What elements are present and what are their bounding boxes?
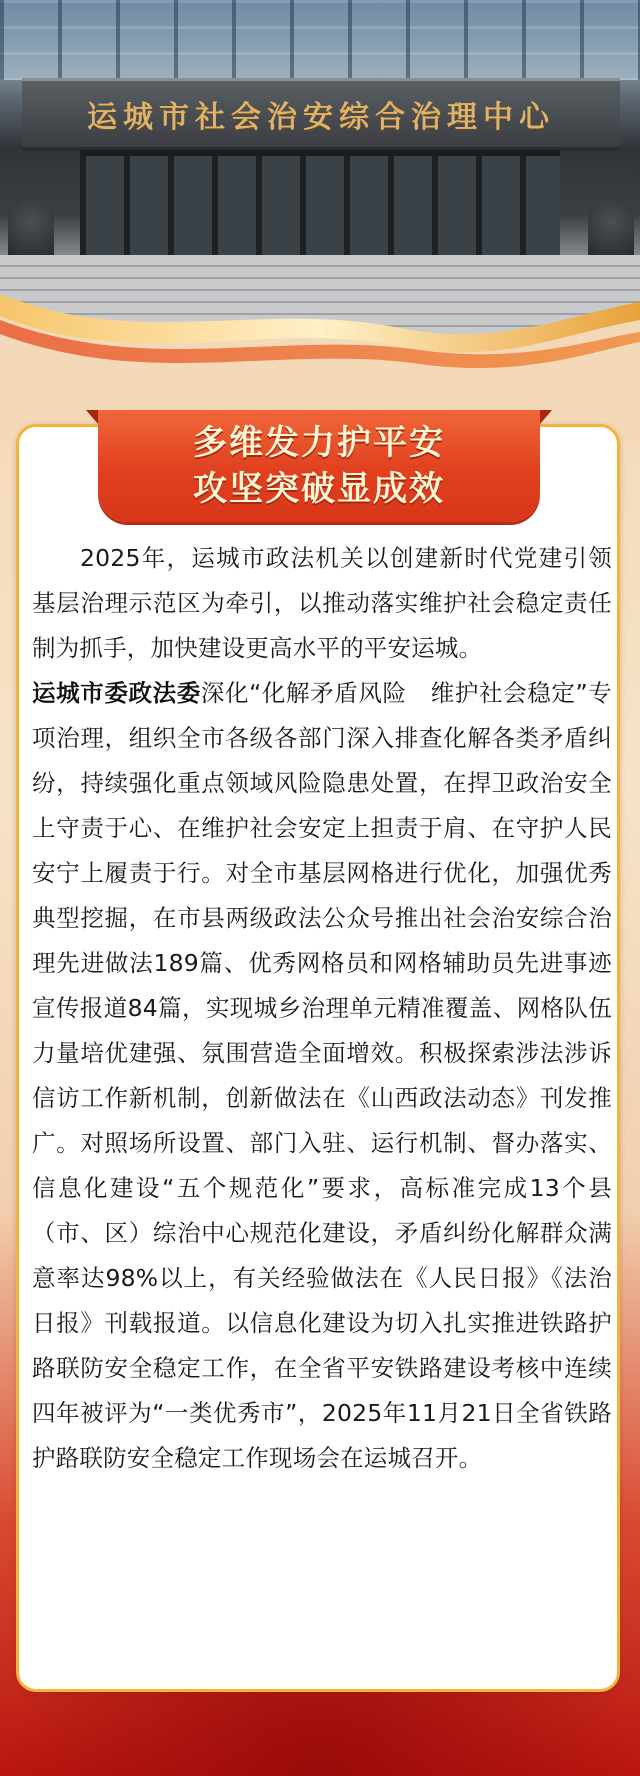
stone-lion-left [8,200,54,262]
headline-line-2: 攻坚突破显成效 [193,469,445,509]
building-windows [0,0,640,80]
signboard-text: 运城市社会治安综合治理中心 [87,100,555,135]
headline-line-1: 多维发力护平安 [193,423,445,463]
paragraph-1: 2025年，运城市政法机关以创建新时代党建引领基层治理示范区为牵引，以推动落实维护社会稳定责任制为抓手，加快建设更高水平的平安运城。 [32,544,612,662]
stone-lion-right [588,200,634,262]
building-signboard [22,78,620,151]
paragraph-2-text: 深化“化解矛盾风险 维护社会稳定”专项治理，组织全市各级各部门深入排查化解各类矛盾纠纷，持续强化重点领域风险隐患处置，在捍卫政治安全上守责于心、在维护社会安定上担责于肩、在守护人民安宁上履责于行。对全市基层网格进行优化，加强优秀典型挖掘，在市县两级政法公众号推出社会治安综合治理先进做法189篇、优秀网格员和网格辅助员先进事迹宣传报道84篇，实现城乡治理单元精准覆盖、网格队伍力量培优建强、氛围营造全面增效。积极探索涉法涉诉信访工作新机制，创新做法在《山西政法动态》刊发推广。对照场所设置、部门入驻、运行机制、督办落实、信息化建设“五个规范化”要求，高标准完成13个县（市、区）综治中心规范化建设，矛盾纠纷化解群众满意率达98%以上，有关经验做法在《人民日报》《法治日报》刊载报道。以信息化建设为切入扎实推进铁路护路联防安全稳定工作，在全省平安铁路建设考核中连续四年被评为“一类优秀市”，2025年11月21日全省铁路护路联防安全稳定工作现场会在运城召开。 [32,679,612,1472]
paragraph-2 [32,671,612,1481]
headline-banner [98,410,540,522]
article-body [32,536,612,1481]
org-name: 运城市委政法委 [32,679,201,707]
building-entrance [80,150,560,255]
